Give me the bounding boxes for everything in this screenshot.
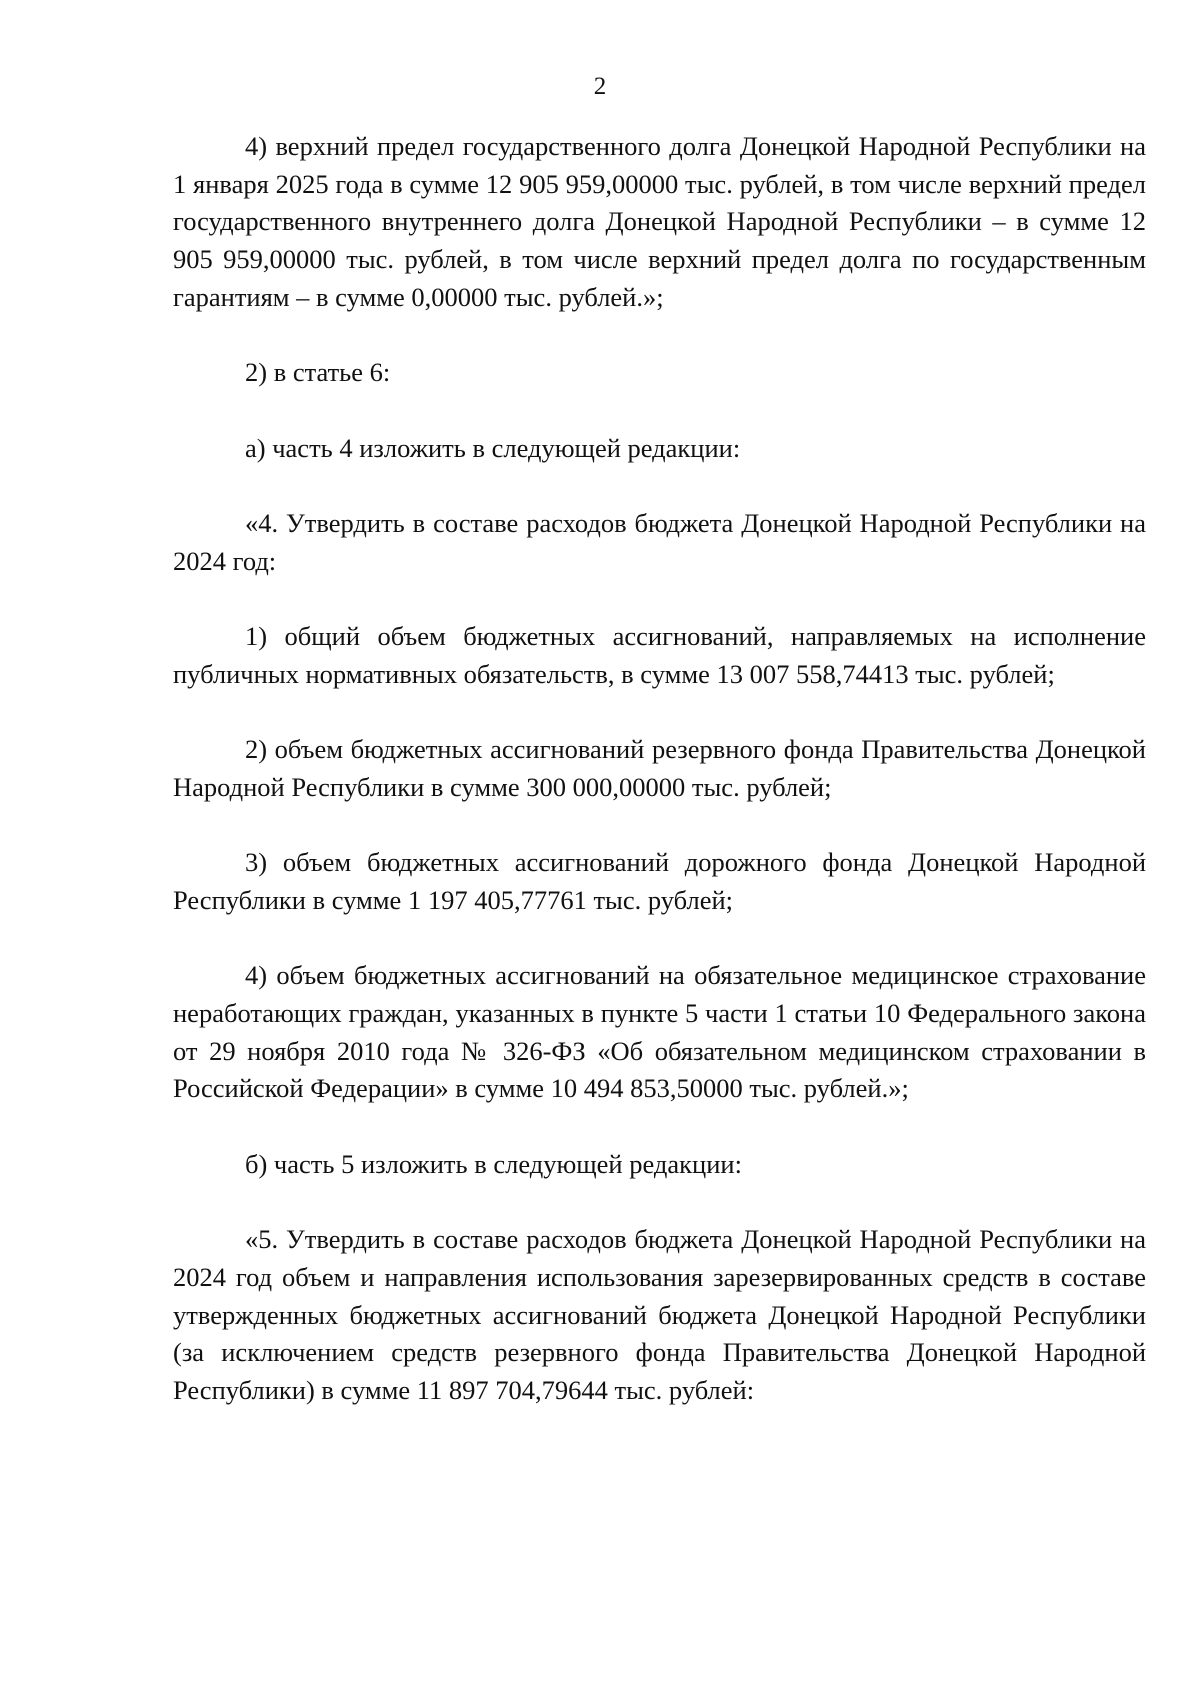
paragraph-gap — [173, 1108, 1146, 1146]
paragraph-part-4-intro: а) часть 4 изложить в следующей редакции: — [245, 432, 741, 463]
paragraph-gap — [173, 920, 1146, 958]
paragraph-part-4-text: «4. Утвердить в составе расходов бюджета Донецкой Народной Республики на 2024 год: — [173, 507, 1146, 576]
document-body — [173, 128, 1146, 1410]
paragraph-article-6: 2) в статье 6: — [245, 357, 391, 388]
paragraph-part-5-text: «5. Утвердить в составе расходов бюджета Донецкой Народной Республики на 2024 год объем и направления использования зарезервированных средств в составе утвержденных бюджетных ассигнований бюджета Донецкой Народной Республики (за исключением средств резервного фонда Правительства Донецкой Народной Республики) в сумме 11 897 704,79644 тыс. рублей: — [173, 1224, 1146, 1406]
paragraph-gap — [173, 467, 1146, 505]
paragraph-gap — [173, 807, 1146, 845]
page-number: 2 — [593, 73, 607, 100]
paragraph-gap — [173, 1184, 1146, 1222]
paragraph-gap — [173, 693, 1146, 731]
paragraph-item-3: 3) объем бюджетных ассигнований дорожного фонда Донецкой Народной Республики в сумме 1 197 405,77761 тыс. рублей; — [173, 847, 1146, 915]
paragraph-gap — [173, 580, 1146, 618]
paragraph-debt-limit: 4) верхний предел государственного долга Донецкой Народной Республики на 1 января 2025 года в сумме 12 905 959,00000 тыс. рублей, в том числе верхний предел государственного внутреннего долга Донецкой Народной Республики – в сумме 12 905 959,00000 тыс. рублей, в том числе верхний предел долга по государственным гарантиям – в сумме 0,00000 тыс. рублей.»; — [173, 131, 1146, 312]
paragraph-part-5-intro: б) часть 5 изложить в следующей редакции: — [245, 1148, 742, 1179]
paragraph-item-1: 1) общий объем бюджетных ассигнований, направляемых на исполнение публичных нормативных обязательств, в сумме 13 007 558,74413 тыс. рублей; — [173, 621, 1146, 689]
paragraph-gap — [173, 392, 1146, 430]
paragraph-item-2: 2) объем бюджетных ассигнований резервного фонда Правительства Донецкой Народной Республики в сумме 300 000,00000 тыс. рублей; — [173, 734, 1146, 802]
paragraph-item-4: 4) объем бюджетных ассигнований на обязательное медицинское страхование неработающих граждан, указанных в пункте 5 части 1 статьи 10 Федерального закона от 29 ноября 2010 года № 326-ФЗ «Об обязательном медицинском страховании в Российской Федерации» в сумме 10 494 853,50000 тыс. рублей.»; — [173, 960, 1146, 1104]
paragraph-gap — [173, 317, 1146, 355]
